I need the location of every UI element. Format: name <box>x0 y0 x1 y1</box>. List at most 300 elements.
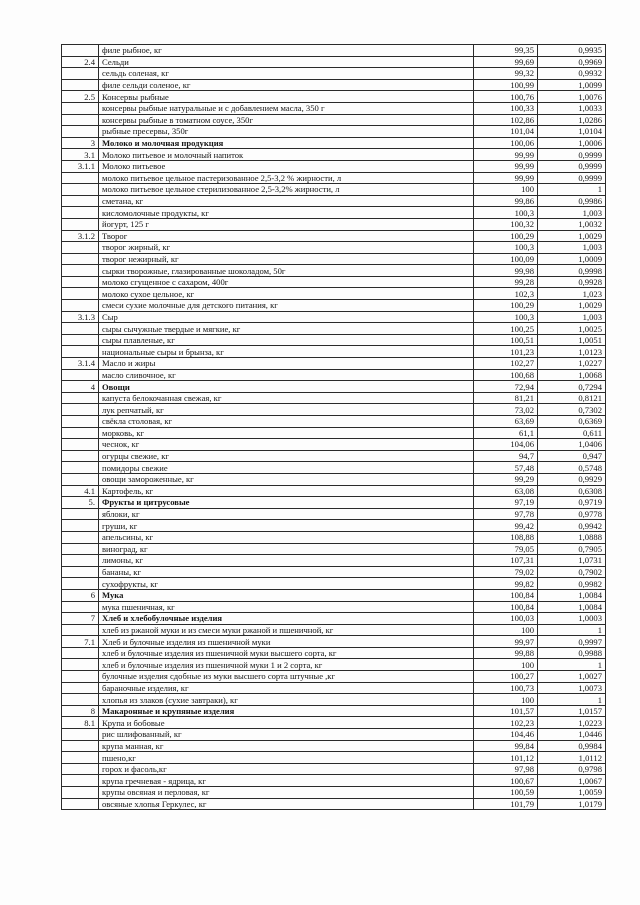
row-index-ratio: 1,0099 <box>538 79 606 91</box>
row-name: хлеб из ржаной муки и из смеси муки ржаной и пшеничной, кг <box>99 624 474 636</box>
row-code <box>62 427 99 439</box>
row-index-percent: 100,84 <box>474 601 538 613</box>
table-row <box>62 752 606 764</box>
row-name: филе сельди соленое, кг <box>99 79 474 91</box>
row-code <box>62 334 99 346</box>
row-index-ratio: 0,9778 <box>538 508 606 520</box>
row-name: кисломолочные продукты, кг <box>99 207 474 219</box>
row-code <box>62 265 99 277</box>
row-code: 6 <box>62 589 99 601</box>
row-code: 3.1.2 <box>62 230 99 242</box>
row-name: бананы, кг <box>99 566 474 578</box>
row-index-percent: 97,98 <box>474 763 538 775</box>
row-name: Молоко питьевое и молочный напиток <box>99 149 474 161</box>
row-index-ratio: 0,9942 <box>538 520 606 532</box>
row-index-ratio: 0,947 <box>538 450 606 462</box>
row-index-ratio: 0,9719 <box>538 497 606 509</box>
row-code <box>62 276 99 288</box>
table-row <box>62 276 606 288</box>
row-name: апельсины, кг <box>99 531 474 543</box>
row-code <box>62 439 99 451</box>
row-index-ratio: 1,0446 <box>538 729 606 741</box>
row-code <box>62 647 99 659</box>
row-index-percent: 99,69 <box>474 56 538 68</box>
row-code <box>62 369 99 381</box>
row-index-percent: 100,68 <box>474 369 538 381</box>
row-index-percent: 100,03 <box>474 613 538 625</box>
row-name: Макаронные и крупяные изделия <box>99 705 474 717</box>
row-code <box>62 462 99 474</box>
row-index-ratio: 1,0888 <box>538 531 606 543</box>
row-name: творог нежирный, кг <box>99 253 474 265</box>
row-name: Мука <box>99 589 474 601</box>
row-code: 3 <box>62 137 99 149</box>
row-index-ratio: 1,0084 <box>538 589 606 601</box>
table-row <box>62 427 606 439</box>
row-index-percent: 63,69 <box>474 416 538 428</box>
row-name: сухофрукты, кг <box>99 578 474 590</box>
row-index-ratio: 1 <box>538 659 606 671</box>
table-row <box>62 404 606 416</box>
row-index-ratio: 1,0003 <box>538 613 606 625</box>
row-index-percent: 100,84 <box>474 589 538 601</box>
row-index-ratio: 1,0123 <box>538 346 606 358</box>
table-row <box>62 763 606 775</box>
row-code <box>62 566 99 578</box>
row-code <box>62 740 99 752</box>
row-index-ratio: 1 <box>538 184 606 196</box>
row-index-percent: 99,28 <box>474 276 538 288</box>
row-index-ratio: 1,0731 <box>538 555 606 567</box>
row-code: 4 <box>62 381 99 393</box>
row-name: Молоко питьевое <box>99 160 474 172</box>
row-index-percent: 99,32 <box>474 68 538 80</box>
row-name: овсяные хлопья Геркулес, кг <box>99 798 474 810</box>
row-name: лук репчатый, кг <box>99 404 474 416</box>
row-name: Сыр <box>99 311 474 323</box>
row-index-ratio: 0,8121 <box>538 392 606 404</box>
table-row <box>62 91 606 103</box>
row-index-ratio: 0,611 <box>538 427 606 439</box>
table-row <box>62 659 606 671</box>
row-index-percent: 100,76 <box>474 91 538 103</box>
row-code <box>62 300 99 312</box>
row-index-percent: 100,32 <box>474 218 538 230</box>
row-name: Творог <box>99 230 474 242</box>
row-name: молоко питьевое цельное стерилизованное 2,5-3,2% жирности, л <box>99 184 474 196</box>
row-name: Фрукты и цитрусовые <box>99 497 474 509</box>
row-code <box>62 114 99 126</box>
row-code <box>62 601 99 613</box>
table-row <box>62 114 606 126</box>
row-index-percent: 100,25 <box>474 323 538 335</box>
row-name: огурцы свежие, кг <box>99 450 474 462</box>
row-code <box>62 195 99 207</box>
row-index-ratio: 1,0033 <box>538 102 606 114</box>
row-name: молоко сухое цельное, кг <box>99 288 474 300</box>
table-body <box>62 45 606 810</box>
row-index-ratio: 1,0025 <box>538 323 606 335</box>
row-name: консервы рыбные в томатном соусе, 350г <box>99 114 474 126</box>
row-name: Крупа и бобовые <box>99 717 474 729</box>
table-row <box>62 207 606 219</box>
row-index-percent: 79,02 <box>474 566 538 578</box>
row-code <box>62 126 99 138</box>
row-index-percent: 100,3 <box>474 207 538 219</box>
row-index-percent: 99,35 <box>474 45 538 57</box>
table-row <box>62 717 606 729</box>
row-name: груши, кг <box>99 520 474 532</box>
row-code <box>62 624 99 636</box>
row-index-percent: 100,29 <box>474 300 538 312</box>
row-index-percent: 104,06 <box>474 439 538 451</box>
table-row <box>62 682 606 694</box>
row-index-ratio: 1,0067 <box>538 775 606 787</box>
row-index-ratio: 0,9969 <box>538 56 606 68</box>
row-index-percent: 100 <box>474 659 538 671</box>
row-code: 4.1 <box>62 485 99 497</box>
table-row <box>62 543 606 555</box>
row-code <box>62 184 99 196</box>
row-index-ratio: 1,0157 <box>538 705 606 717</box>
table-row <box>62 798 606 810</box>
row-name: Овощи <box>99 381 474 393</box>
row-name: национальные сыры и брынза, кг <box>99 346 474 358</box>
row-index-percent: 102,3 <box>474 288 538 300</box>
row-name: хлеб и булочные изделия из пшеничной муки 1 и 2 сорта, кг <box>99 659 474 671</box>
row-code <box>62 763 99 775</box>
row-name: йогурт, 125 г <box>99 218 474 230</box>
row-name: крупа гречневая - ядрица, кг <box>99 775 474 787</box>
table-row <box>62 450 606 462</box>
row-index-percent: 100,33 <box>474 102 538 114</box>
row-name: лимоны, кг <box>99 555 474 567</box>
row-name: горох и фасоль,кг <box>99 763 474 775</box>
row-index-percent: 99,29 <box>474 473 538 485</box>
row-code: 8.1 <box>62 717 99 729</box>
row-code <box>62 473 99 485</box>
row-name: консервы рыбные натуральные и с добавлением масла, 350 г <box>99 102 474 114</box>
row-index-percent: 99,97 <box>474 636 538 648</box>
row-name: пшено,кг <box>99 752 474 764</box>
row-index-ratio: 0,9997 <box>538 636 606 648</box>
row-index-ratio: 1,003 <box>538 207 606 219</box>
table-row <box>62 218 606 230</box>
table-row <box>62 589 606 601</box>
row-code <box>62 323 99 335</box>
row-index-ratio: 0,9798 <box>538 763 606 775</box>
row-name: Хлеб и хлебобулочные изделия <box>99 613 474 625</box>
row-code <box>62 404 99 416</box>
row-index-ratio: 1,0179 <box>538 798 606 810</box>
row-index-percent: 99,99 <box>474 172 538 184</box>
table-row <box>62 45 606 57</box>
row-index-ratio: 1,0227 <box>538 358 606 370</box>
row-index-ratio: 1,0406 <box>538 439 606 451</box>
row-index-percent: 97,78 <box>474 508 538 520</box>
row-name: молоко питьевое цельное пастеризованное 2,5-3,2 % жирности, л <box>99 172 474 184</box>
row-code: 3.1.1 <box>62 160 99 172</box>
row-index-ratio: 1 <box>538 694 606 706</box>
row-index-percent: 102,23 <box>474 717 538 729</box>
row-index-ratio: 0,7905 <box>538 543 606 555</box>
row-index-ratio: 1,0076 <box>538 91 606 103</box>
table-row <box>62 68 606 80</box>
table-row <box>62 242 606 254</box>
table-row <box>62 439 606 451</box>
row-index-ratio: 1,0104 <box>538 126 606 138</box>
row-code <box>62 288 99 300</box>
row-code <box>62 45 99 57</box>
row-name: рис шлифованный, кг <box>99 729 474 741</box>
row-code <box>62 242 99 254</box>
row-index-ratio: 0,9986 <box>538 195 606 207</box>
table-row <box>62 102 606 114</box>
table-row <box>62 578 606 590</box>
table-row <box>62 485 606 497</box>
row-code <box>62 79 99 91</box>
row-index-ratio: 0,9935 <box>538 45 606 57</box>
table-row <box>62 694 606 706</box>
row-code <box>62 508 99 520</box>
row-index-ratio: 0,9999 <box>538 160 606 172</box>
row-index-percent: 99,84 <box>474 740 538 752</box>
row-code <box>62 671 99 683</box>
table-row <box>62 555 606 567</box>
row-name: Консервы рыбные <box>99 91 474 103</box>
row-index-ratio: 0,9928 <box>538 276 606 288</box>
row-index-ratio: 1,0073 <box>538 682 606 694</box>
table-row <box>62 624 606 636</box>
row-index-percent: 101,04 <box>474 126 538 138</box>
row-index-ratio: 0,9929 <box>538 473 606 485</box>
row-name: рыбные пресервы, 350г <box>99 126 474 138</box>
row-name: Молоко и молочная продукция <box>99 137 474 149</box>
row-name: сельдь соленая, кг <box>99 68 474 80</box>
row-index-percent: 61,1 <box>474 427 538 439</box>
row-index-percent: 73,02 <box>474 404 538 416</box>
table-row <box>62 288 606 300</box>
row-index-ratio: 1,0032 <box>538 218 606 230</box>
row-code <box>62 68 99 80</box>
row-index-percent: 102,27 <box>474 358 538 370</box>
row-index-ratio: 1,0029 <box>538 300 606 312</box>
table-row <box>62 647 606 659</box>
row-code: 3.1 <box>62 149 99 161</box>
row-index-percent: 101,79 <box>474 798 538 810</box>
row-index-percent: 100,09 <box>474 253 538 265</box>
row-code <box>62 578 99 590</box>
price-index-table <box>61 44 606 810</box>
row-index-percent: 100,06 <box>474 137 538 149</box>
row-index-percent: 100,67 <box>474 775 538 787</box>
row-name: хлопья из злаков (сухие завтраки), кг <box>99 694 474 706</box>
row-name: сыры сычужные твердые и мягкие, кг <box>99 323 474 335</box>
table-row <box>62 184 606 196</box>
row-name: смеси сухие молочные для детского питания, кг <box>99 300 474 312</box>
row-index-percent: 57,48 <box>474 462 538 474</box>
row-code <box>62 531 99 543</box>
row-index-percent: 99,99 <box>474 160 538 172</box>
row-name: виноград, кг <box>99 543 474 555</box>
row-index-percent: 108,88 <box>474 531 538 543</box>
table-row <box>62 613 606 625</box>
row-index-percent: 97,19 <box>474 497 538 509</box>
row-index-ratio: 1,0006 <box>538 137 606 149</box>
row-name: масло сливочное, кг <box>99 369 474 381</box>
row-index-percent: 79,05 <box>474 543 538 555</box>
table-row <box>62 323 606 335</box>
row-index-percent: 100,59 <box>474 787 538 799</box>
row-name: сыры плавленые, кг <box>99 334 474 346</box>
row-index-percent: 100,27 <box>474 671 538 683</box>
table-row <box>62 230 606 242</box>
row-index-ratio: 1,0223 <box>538 717 606 729</box>
row-code <box>62 102 99 114</box>
table-row <box>62 705 606 717</box>
row-index-percent: 100,3 <box>474 311 538 323</box>
table-row <box>62 160 606 172</box>
row-name: бараночные изделия, кг <box>99 682 474 694</box>
row-index-percent: 100,3 <box>474 242 538 254</box>
row-index-percent: 99,86 <box>474 195 538 207</box>
row-index-ratio: 0,9999 <box>538 149 606 161</box>
table-row <box>62 531 606 543</box>
row-index-percent: 104,46 <box>474 729 538 741</box>
row-index-ratio: 0,9982 <box>538 578 606 590</box>
row-index-percent: 100,73 <box>474 682 538 694</box>
table-row <box>62 346 606 358</box>
row-name: филе рыбное, кг <box>99 45 474 57</box>
row-index-percent: 102,86 <box>474 114 538 126</box>
row-index-percent: 63,08 <box>474 485 538 497</box>
row-name: помидоры свежие <box>99 462 474 474</box>
row-name: свёкла столовая, кг <box>99 416 474 428</box>
row-name: творог жирный, кг <box>99 242 474 254</box>
row-index-ratio: 1,003 <box>538 311 606 323</box>
row-index-percent: 81,21 <box>474 392 538 404</box>
table-row <box>62 137 606 149</box>
row-index-ratio: 0,9988 <box>538 647 606 659</box>
row-code: 3.1.3 <box>62 311 99 323</box>
row-index-percent: 101,23 <box>474 346 538 358</box>
row-code: 7 <box>62 613 99 625</box>
row-name: молоко сгущенное с сахаром, 400г <box>99 276 474 288</box>
table-row <box>62 392 606 404</box>
table-row <box>62 473 606 485</box>
row-index-percent: 99,98 <box>474 265 538 277</box>
row-code: 2.5 <box>62 91 99 103</box>
row-index-percent: 100 <box>474 694 538 706</box>
table-row <box>62 566 606 578</box>
row-code: 8 <box>62 705 99 717</box>
table-row <box>62 497 606 509</box>
row-name: Хлеб и булочные изделия из пшеничной муки <box>99 636 474 648</box>
row-name: сырки творожные, глазированные шоколадом, 50г <box>99 265 474 277</box>
table-row <box>62 636 606 648</box>
row-code <box>62 775 99 787</box>
row-index-ratio: 1,023 <box>538 288 606 300</box>
table-row <box>62 300 606 312</box>
row-name: сметана, кг <box>99 195 474 207</box>
row-code <box>62 694 99 706</box>
table-row <box>62 358 606 370</box>
table-row <box>62 671 606 683</box>
row-index-ratio: 1,0059 <box>538 787 606 799</box>
row-index-percent: 107,31 <box>474 555 538 567</box>
row-index-ratio: 0,6308 <box>538 485 606 497</box>
row-code <box>62 555 99 567</box>
row-name: яблоки, кг <box>99 508 474 520</box>
table-row <box>62 311 606 323</box>
row-name: мука пшеничная, кг <box>99 601 474 613</box>
row-name: крупы овсяная и перловая, кг <box>99 787 474 799</box>
row-name: чеснок, кг <box>99 439 474 451</box>
row-index-ratio: 0,6369 <box>538 416 606 428</box>
row-name: крупа манная, кг <box>99 740 474 752</box>
row-index-ratio: 1 <box>538 624 606 636</box>
row-index-ratio: 1,003 <box>538 242 606 254</box>
row-index-percent: 101,57 <box>474 705 538 717</box>
row-code <box>62 798 99 810</box>
row-index-ratio: 0,7294 <box>538 381 606 393</box>
row-name: морковь, кг <box>99 427 474 439</box>
table-row <box>62 416 606 428</box>
row-code <box>62 416 99 428</box>
row-code <box>62 543 99 555</box>
table-row <box>62 775 606 787</box>
table-row <box>62 79 606 91</box>
row-index-ratio: 1,0112 <box>538 752 606 764</box>
row-index-ratio: 0,7302 <box>538 404 606 416</box>
row-index-ratio: 0,9998 <box>538 265 606 277</box>
table-row <box>62 149 606 161</box>
row-index-percent: 100,51 <box>474 334 538 346</box>
row-index-percent: 99,88 <box>474 647 538 659</box>
row-index-ratio: 1,0286 <box>538 114 606 126</box>
table-row <box>62 740 606 752</box>
row-index-ratio: 1,0084 <box>538 601 606 613</box>
row-code <box>62 253 99 265</box>
table-row <box>62 729 606 741</box>
table-row <box>62 381 606 393</box>
table-row <box>62 195 606 207</box>
row-index-percent: 101,12 <box>474 752 538 764</box>
row-index-percent: 100,99 <box>474 79 538 91</box>
table-row <box>62 56 606 68</box>
table-row <box>62 601 606 613</box>
row-code <box>62 787 99 799</box>
row-code: 7.1 <box>62 636 99 648</box>
row-name: овощи замороженные, кг <box>99 473 474 485</box>
row-code <box>62 207 99 219</box>
row-code <box>62 392 99 404</box>
row-code <box>62 346 99 358</box>
row-code: 3.1.4 <box>62 358 99 370</box>
row-name: Сельди <box>99 56 474 68</box>
row-name: Картофель, кг <box>99 485 474 497</box>
row-index-ratio: 1,0068 <box>538 369 606 381</box>
row-index-ratio: 1,0027 <box>538 671 606 683</box>
row-code: 5. <box>62 497 99 509</box>
row-code <box>62 682 99 694</box>
row-index-percent: 100 <box>474 624 538 636</box>
row-name: Масло и жиры <box>99 358 474 370</box>
row-code <box>62 520 99 532</box>
row-index-ratio: 0,9999 <box>538 172 606 184</box>
table-row <box>62 334 606 346</box>
table-row <box>62 787 606 799</box>
